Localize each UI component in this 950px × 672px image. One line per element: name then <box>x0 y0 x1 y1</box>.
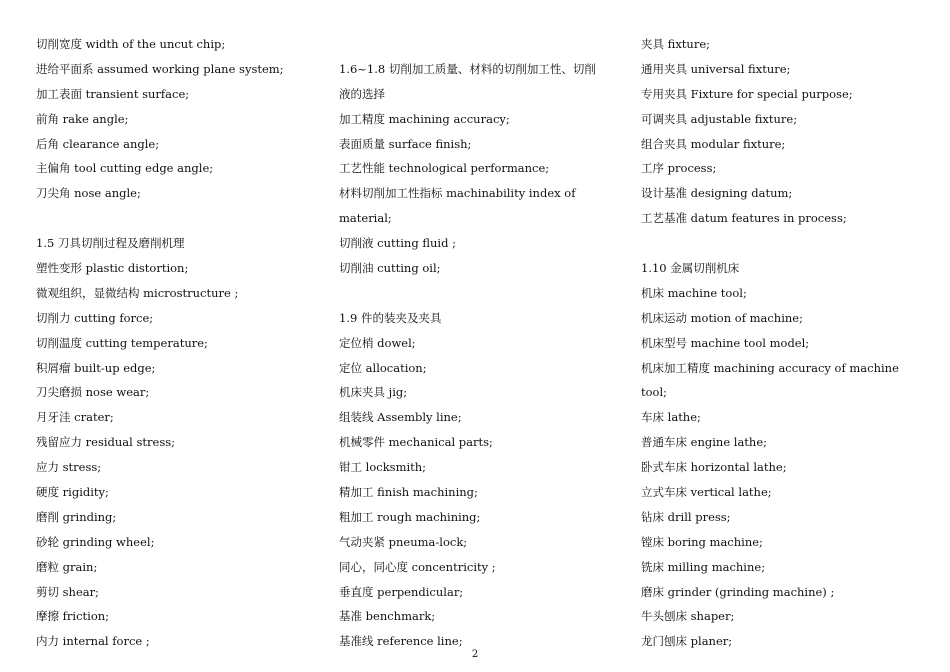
glossary-line: 刀尖角 nose angle; <box>36 186 141 201</box>
glossary-line: 普通车床 engine lathe; <box>641 435 768 450</box>
glossary-line: 磨粒 grain; <box>36 559 98 574</box>
glossary-line: 钳工 locksmith; <box>339 460 427 475</box>
glossary-line: 气动夹紧 pneuma-lock; <box>339 534 468 549</box>
glossary-line: 机床运动 motion of machine; <box>641 310 803 325</box>
glossary-line: 砂轮 grinding wheel; <box>36 534 155 549</box>
glossary-line: 同心，同心度 concentricity ; <box>339 559 496 574</box>
glossary-line: 塑性变形 plastic distortion; <box>36 261 189 276</box>
glossary-line: 机床夹具 jig; <box>339 385 408 400</box>
glossary-line: 定位 allocation; <box>339 360 427 375</box>
glossary-line: 进给平面系 assumed working plane system; <box>36 61 284 76</box>
glossary-line: 积屑瘤 built-up edge; <box>36 360 156 375</box>
glossary-line: 通用夹具 universal fixture; <box>641 61 791 76</box>
glossary-line: 牛头刨床 shaper; <box>641 609 735 624</box>
glossary-line: 应力 stress; <box>36 460 102 475</box>
glossary-line: 切削宽度 width of the uncut chip; <box>36 37 226 51</box>
column-3 <box>641 35 921 657</box>
glossary-line: 切削力 cutting force; <box>36 310 154 325</box>
glossary-line: 主偏角 tool cutting edge angle; <box>36 161 214 176</box>
glossary-line: 加工精度 machining accuracy; <box>339 111 510 126</box>
glossary-line: 精加工 finish machining; <box>339 485 478 500</box>
glossary-line: 镗床 boring machine; <box>641 534 763 549</box>
glossary-line: 工艺基准 datum features in process; <box>641 211 847 226</box>
glossary-line: 月牙洼 crater; <box>36 410 114 425</box>
glossary-line: 摩擦 friction; <box>36 609 110 624</box>
glossary-line: 车床 lathe; <box>641 410 701 425</box>
glossary-line: 基准线 reference line; <box>339 634 463 649</box>
glossary-line: 立式车床 vertical lathe; <box>641 485 772 500</box>
glossary-line: 剪切 shear; <box>36 584 99 599</box>
blank-line <box>339 284 629 309</box>
glossary-line: 切削油 cutting oil; <box>339 261 441 276</box>
glossary-line: 切削液 cutting fluid ; <box>339 236 456 251</box>
page-number: 2 <box>471 649 479 660</box>
glossary-line: 加工表面 transient surface; <box>36 86 190 101</box>
glossary-line: 工艺性能 technological performance; <box>339 161 550 176</box>
glossary-line: 夹具 fixture; <box>641 37 711 51</box>
glossary-line: 可调夹具 adjustable fixture; <box>641 111 798 126</box>
glossary-line: 机床 machine tool; <box>641 285 747 300</box>
glossary-line: 磨削 grinding; <box>36 509 117 524</box>
glossary-line: tool; <box>641 385 668 400</box>
column-2 <box>339 35 629 657</box>
glossary-line: 液的选择 <box>339 86 385 101</box>
glossary-line: 材料切削加工性指标 machinability index of <box>339 186 576 201</box>
glossary-line: 机械零件 mechanical parts; <box>339 435 493 450</box>
glossary-line: 刀尖磨损 nose wear; <box>36 385 150 400</box>
glossary-line: 卧式车床 horizontal lathe; <box>641 460 787 475</box>
glossary-line: 硬度 rigidity; <box>36 485 109 500</box>
glossary-line: 1.5 刀具切削过程及磨削机理 <box>36 236 185 251</box>
blank-line <box>339 35 629 60</box>
glossary-line: 前角 rake angle; <box>36 111 129 126</box>
glossary-line: 基准 benchmark; <box>339 609 436 624</box>
column-1 <box>36 35 326 657</box>
glossary-line: 内力 internal force ; <box>36 634 150 649</box>
glossary-line: 专用夹具 Fixture for special purpose; <box>641 86 853 101</box>
glossary-line: 残留应力 residual stress; <box>36 435 175 450</box>
glossary-line: 1.6~1.8 切削加工质量、材料的切削加工性、切削 <box>339 61 596 76</box>
glossary-line: 定位梢 dowel; <box>339 335 416 350</box>
glossary-line: 设计基准 designing datum; <box>641 186 793 201</box>
glossary-line: 铣床 milling machine; <box>641 559 766 574</box>
glossary-line: 磨床 grinder (grinding machine) ; <box>641 584 835 599</box>
glossary-line: 垂直度 perpendicular; <box>339 584 464 599</box>
glossary-line: 1.10 金属切削机床 <box>641 261 740 276</box>
glossary-line: 切削温度 cutting temperature; <box>36 335 208 350</box>
glossary-line: 表面质量 surface finish; <box>339 136 472 151</box>
glossary-line: 粗加工 rough machining; <box>339 509 481 524</box>
glossary-line: 组合夹具 modular fixture; <box>641 136 786 151</box>
glossary-line: material; <box>339 211 392 226</box>
glossary-line: 龙门刨床 planer; <box>641 634 733 649</box>
glossary-line: 1.9 件的装夹及夹具 <box>339 310 442 325</box>
glossary-line: 后角 clearance angle; <box>36 136 160 151</box>
blank-line <box>641 234 921 259</box>
glossary-line: 组装线 Assembly line; <box>339 410 462 425</box>
glossary-line: 钻床 drill press; <box>641 509 731 524</box>
blank-line <box>36 209 326 234</box>
glossary-line: 机床加工精度 machining accuracy of machine <box>641 360 899 375</box>
glossary-line: 微观组织，显微结构 microstructure ; <box>36 285 239 300</box>
glossary-line: 机床型号 machine tool model; <box>641 335 810 350</box>
glossary-line: 工序 process; <box>641 161 717 176</box>
